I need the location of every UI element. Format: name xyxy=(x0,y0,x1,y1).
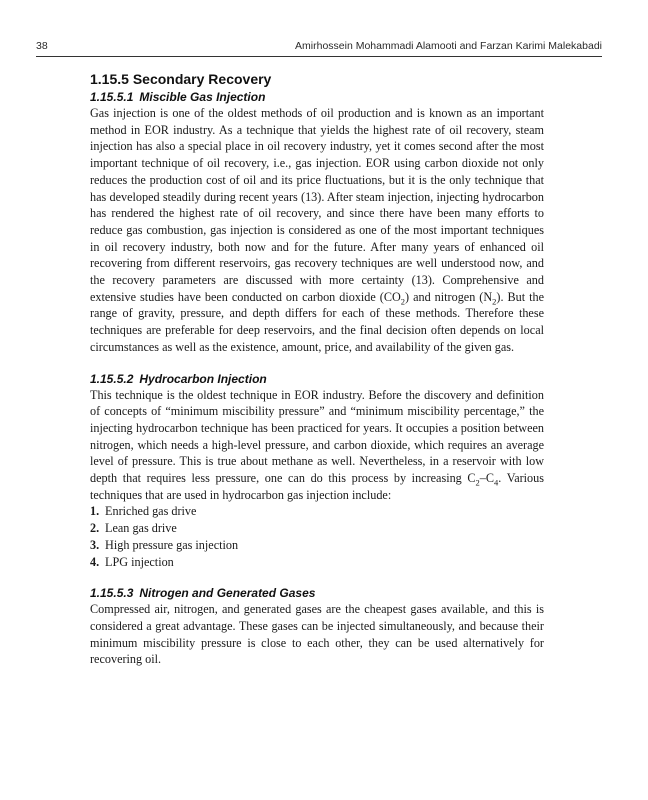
subsection-title: Miscible Gas Injection xyxy=(139,90,266,104)
paragraph-miscible-gas: Gas injection is one of the oldest methods of oil production and is known as an important method in EOR industry. As a technique that yields the highest rate of oil recovery, steam injection has also a special place in oil recovery industry, yet it comes second after the most important technique of oil recovery, i.e., gas injection. EOR using carbon dioxide not only reduces the production cost of oil and its price fluctuations, but it is the only technique that has developed steadily during recent years (13). After steam injection, injecting hydrocarbon has rendered the highest rate of oil recovery, and since there have been many efforts to reduce gas combustion, gas injection is considered as one of the most important techniques in oil recovery industry, both now and for the future. After many years of enhanced oil recovering from different reservoirs, gas recovery techniques are well understood now, and the recovery parameters are discussed with more certainty (13). Comprehensive and extensive studies have been conducted on carbon dioxide $(CO_2)$ and nitrogen $(N_2)$. But the range of gravity, pressure, and depth differs for each of these methods. Therefore these techniques are preferable for deep reservoirs, and the final decision often depends on local circumstances as well as the existence, amount, price, and availability of the given gas. xyxy=(90,106,544,354)
running-header-authors: Amirhossein Mohammadi Alamooti and Farzan Karimi Malekabadi xyxy=(295,40,602,52)
section-title: Secondary Recovery xyxy=(132,71,272,87)
subsection-heading-miscible-gas xyxy=(90,90,544,104)
section-number: 1.15.5 xyxy=(90,71,129,87)
paragraph-hydrocarbon: This technique is the oldest technique in EOR industry. Before the discovery and definition of concepts of “minimum miscibility pressure” and “minimum miscibility percentage,” the injecting hydrocarbon technique has been practiced for years. It occupies a position between nitrogen, which needs a high-level pressure, and carbon dioxide, which requires an average level of pressure. This is true about methane as well. Nevertheless, in a reservoir with low depth that requires less pressure, one can do this process by increasing $C_2-C_4$. Various techniques that are used in hydrocarbon gas injection include: xyxy=(90,387,544,502)
subsection-number: 1.15.5.1 xyxy=(90,90,134,104)
subsection-number: 1.15.5.2 xyxy=(90,371,134,386)
list-item: 3. High pressure gas injection xyxy=(90,537,239,552)
page-number: 38 xyxy=(36,40,48,52)
subsection-heading-hydrocarbon xyxy=(90,372,544,386)
page-body xyxy=(90,71,544,668)
subsection-title: Hydrocarbon Injection xyxy=(139,371,267,386)
header-rule xyxy=(36,56,602,57)
technique-list xyxy=(90,503,544,570)
subsection-title: Nitrogen and Generated Gases xyxy=(139,586,316,601)
list-item: 2. Lean gas drive xyxy=(90,521,177,536)
subsection-number: 1.15.5.3 xyxy=(90,586,134,601)
section-heading xyxy=(90,71,544,87)
list-item: 4. LPG injection xyxy=(90,554,174,569)
subsection-heading-nitrogen xyxy=(90,586,544,600)
list-item: 1. Enriched gas drive xyxy=(90,504,197,519)
paragraph-nitrogen: Compressed air, nitrogen, and generated gases are the cheapest gases available, and this is considered a great advantage. These gases can be injected simultaneously, and because their minimum miscibility pressure is close to each other, they can be used alternatively for recovering oil. xyxy=(90,602,544,667)
